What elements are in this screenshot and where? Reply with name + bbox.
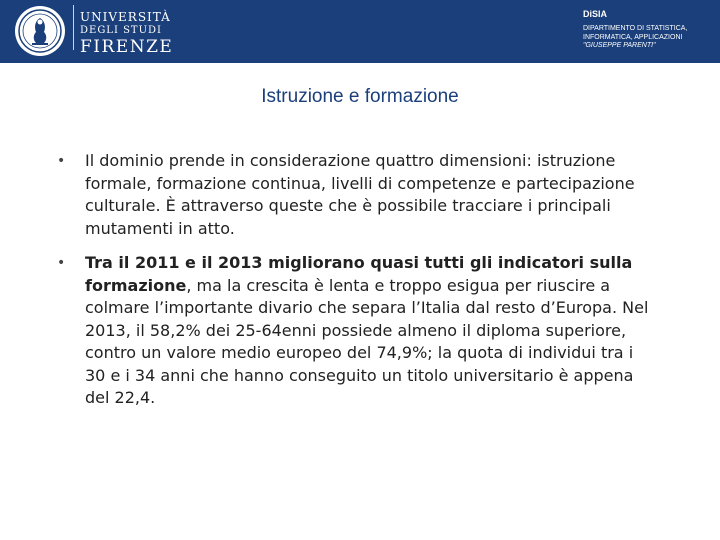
bullet-item xyxy=(57,252,657,410)
university-name-line3: FIRENZE xyxy=(80,37,174,57)
university-seal-icon xyxy=(14,5,66,57)
university-name-line2: DEGLI STUDI xyxy=(80,25,162,36)
university-name xyxy=(80,6,173,56)
slide-title: Istruzione e formazione xyxy=(261,86,459,107)
department-acronym: DiSIA xyxy=(583,9,608,19)
bullet-dot-icon: • xyxy=(57,153,66,169)
department-name xyxy=(583,10,687,49)
bullet-text: , ma la crescita è lenta e troppo esigua per riuscire a colmare l’importante divario che separa l’Italia dal resto d’Europa. Nel 2013, il 58,2% dei 25-64enni possiede almeno il diploma superiore, contro un valore medio europeo del 74,9%; la quota di individui tra i 30 e i 34 anni che hanno conseguito un titolo universitario è appena del 22,4. xyxy=(85,275,649,407)
bullet-dot-icon: • xyxy=(57,255,66,271)
department-line3: "GIUSEPPE PARENTI" xyxy=(583,42,656,50)
university-name-line1: UNIVERSITÀ xyxy=(80,10,171,24)
bullet-item xyxy=(57,150,657,240)
department-line2: INFORMATICA, APPLICAZIONI xyxy=(583,33,683,41)
bullet-bold-text: Tra il 2011 e il 2013 migliorano quasi tutti gli indicatori sulla formazione xyxy=(85,253,633,295)
bullet-text: Il dominio prende in considerazione quattro dimensioni: istruzione formale, formazione continua, livelli di competenze e partecipazione culturale. È attraverso queste che è possibile tracciare i principali mutamenti in atto. xyxy=(85,151,635,238)
bullet-list xyxy=(57,150,657,422)
logo-divider xyxy=(73,5,74,50)
header-bar xyxy=(0,0,720,63)
department-line1: DIPARTIMENTO DI STATISTICA, xyxy=(583,25,688,33)
